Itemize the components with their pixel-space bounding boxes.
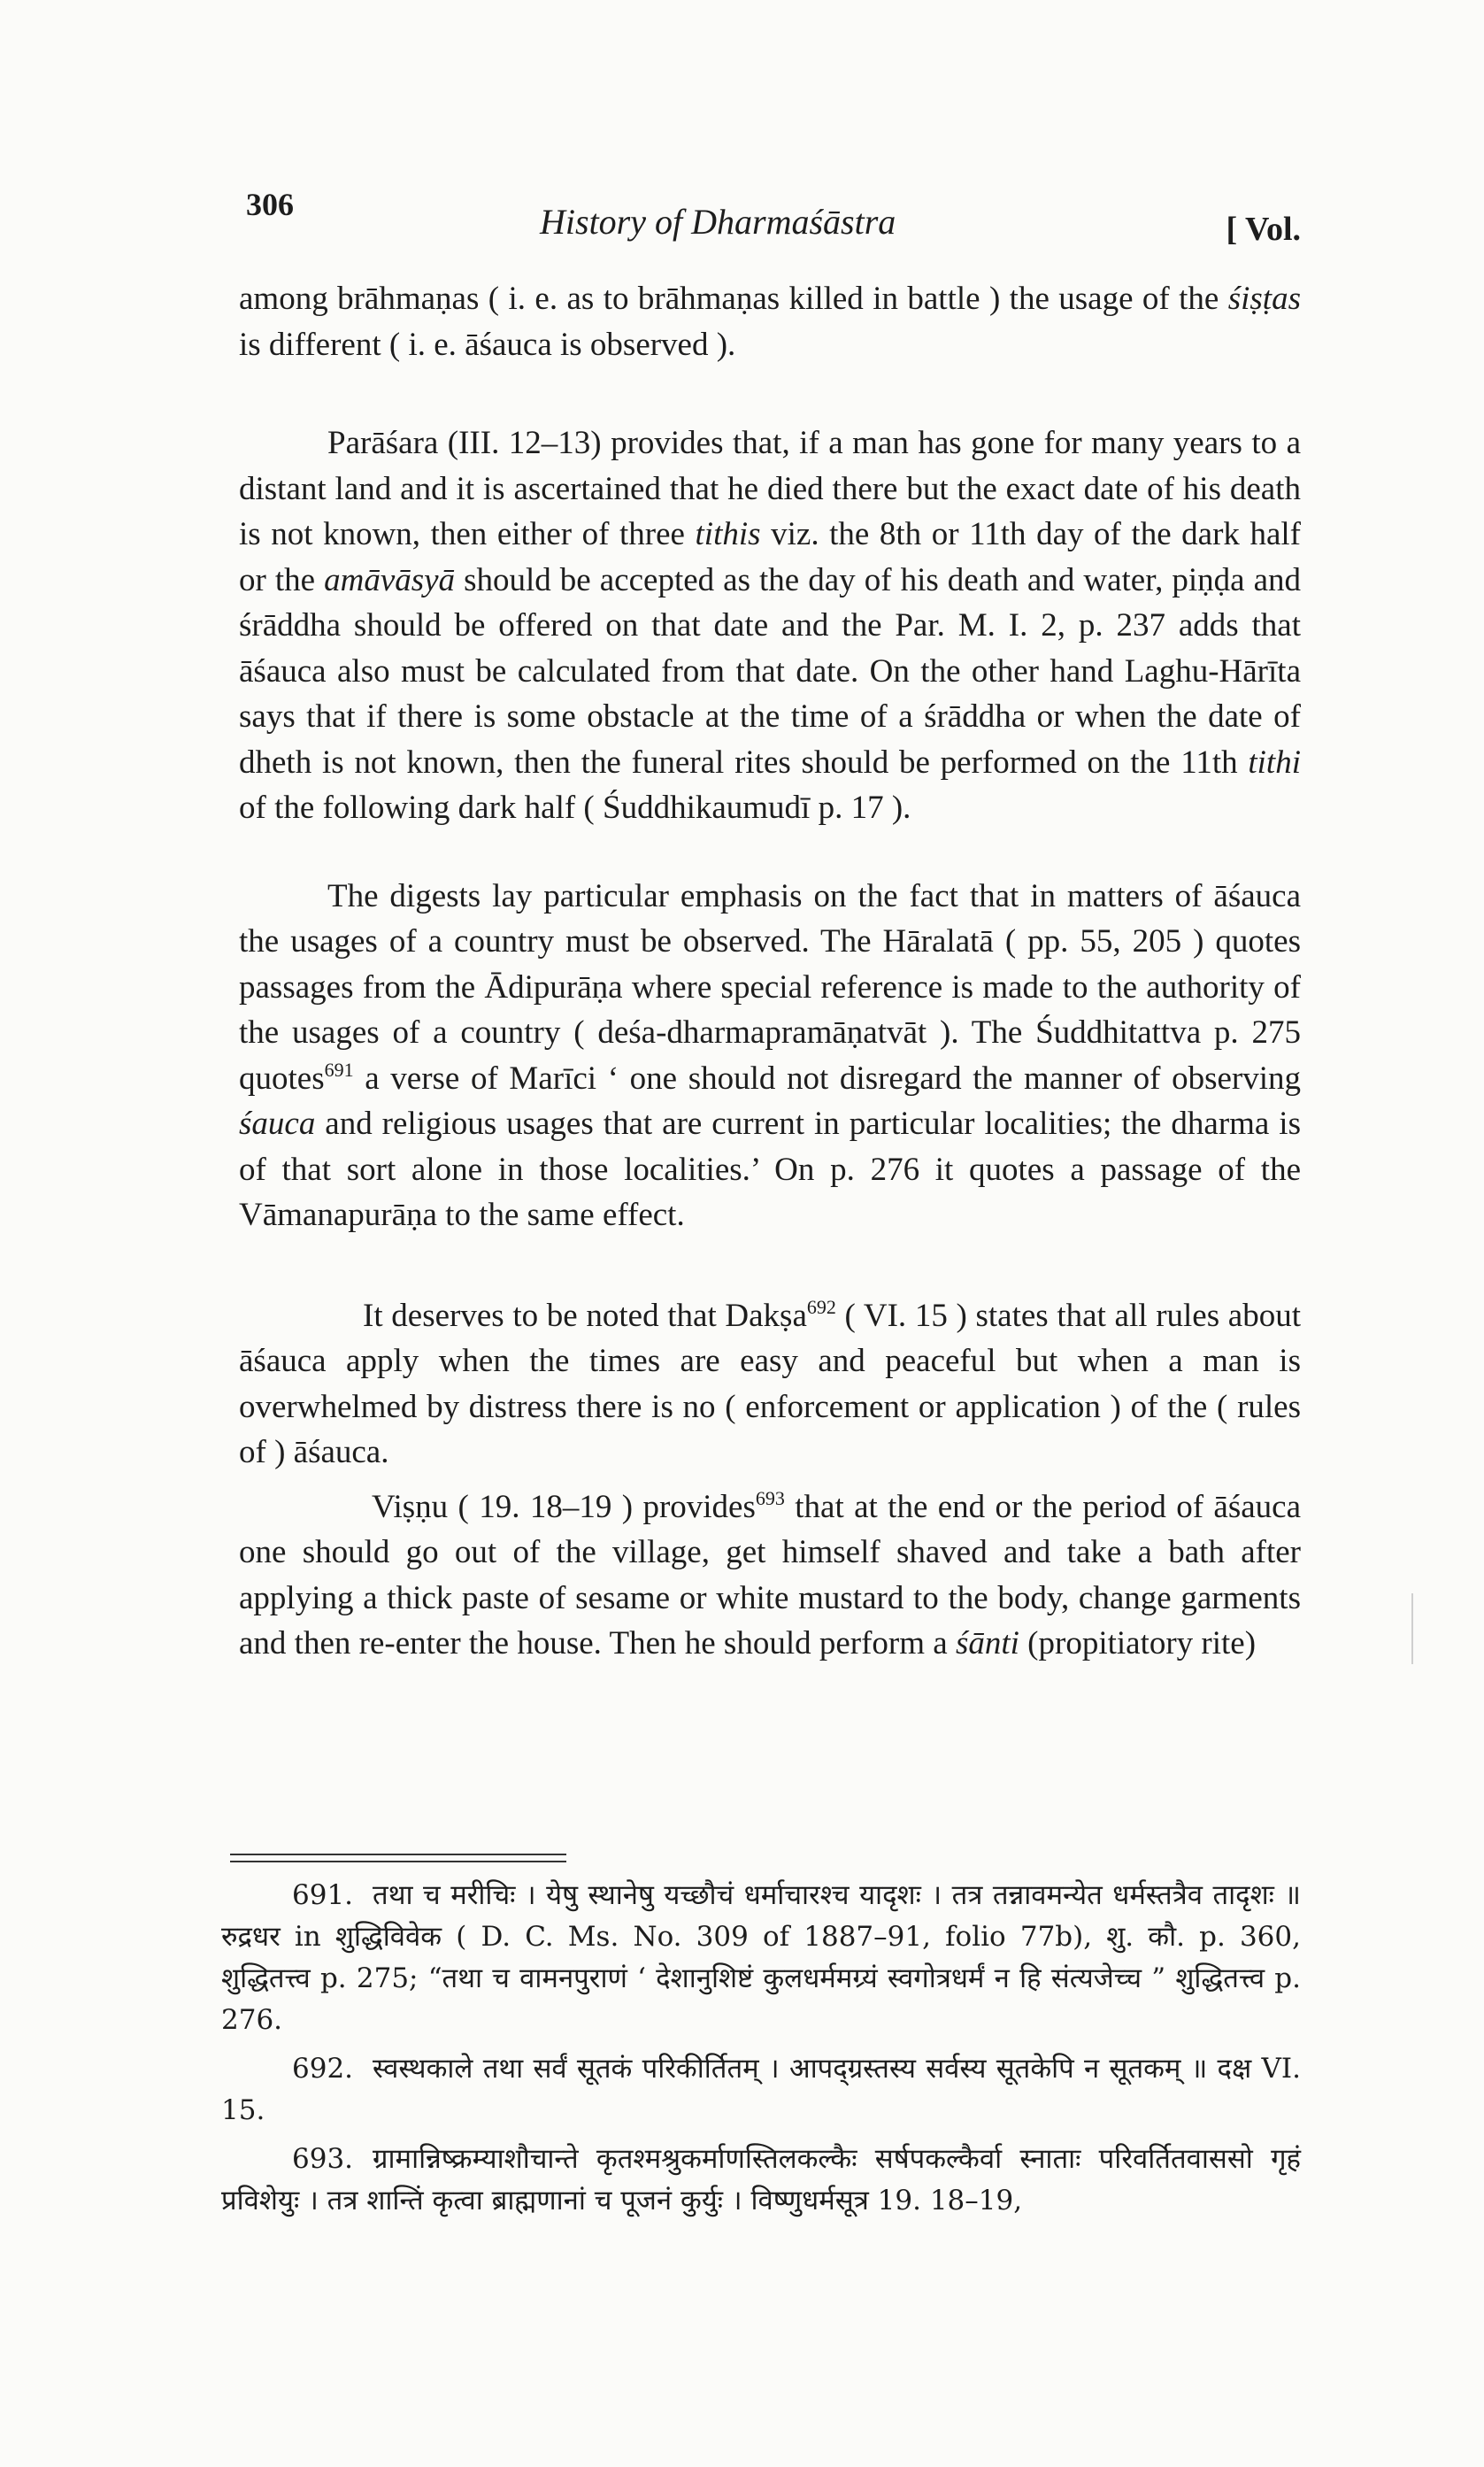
footnote-ref: 691 bbox=[324, 1058, 354, 1081]
footnote-ref: 693 bbox=[755, 1486, 785, 1509]
italic-term: amāvāsyā bbox=[324, 561, 456, 598]
italic-term: tithis bbox=[695, 516, 761, 552]
footnote-text: स्वस्थकाले तथा सर्वं सूतकं परिकीर्तितम् । आपद्ग्रस्तस्य सर्वस्य सूतकेपि न सूतकम् ॥ दक्ष VI. 15. bbox=[221, 2053, 1301, 2126]
scan-margin-mark bbox=[1411, 1593, 1413, 1664]
footnote-number: 692. bbox=[292, 2053, 354, 2085]
footnote-ref: 692 bbox=[806, 1295, 836, 1318]
running-title: History of Dharmaśāstra bbox=[540, 202, 896, 242]
text-run: It deserves to be noted that Dakṣa bbox=[363, 1297, 807, 1334]
footnote-text: तथा च मरीचिः । येषु स्थानेषु यच्छौचं धर्माचारश्च यादृशः । तत्र तन्नावमन्येत धर्मस्तत्रैव तादृशः ॥ रुद्रधर in शुद्धिविवेक ( D. C. Ms. No. 309 of 1887–91, folio 77b), शु. कौ. p. 360, शुद्धितत्त्व p. 275; “तथा च वामनपुराणं ‘ देशानुशिष्टं कुलधर्ममग्र्यं स्वगोत्रधर्मं न हि संत्यजेच्च ” शुद्धितत्त्व p. 276. bbox=[221, 1879, 1301, 2036]
text-run: that at the end or the period of āśauca one should go out of the village, get himself shaved and take a bath after applying a thick paste of sesame or white mustard to the body, change garments and then re-enter the house. Then he should perform a bbox=[239, 1488, 1302, 1661]
footnotes bbox=[221, 1875, 1301, 2229]
text-run: and religious usages that are current in particular localities; the dharma is of that sort alone in those localities.’ On p. 276 it quotes a passage of the Vāmanapurāṇa to the same effect. bbox=[239, 1106, 1301, 1233]
text-run: Viṣṇu ( 19. 18–19 ) provides bbox=[372, 1488, 756, 1525]
paragraph-1 bbox=[239, 276, 1301, 367]
text-run: viz. the 8th or 11th day of the dark half or the bbox=[239, 516, 1302, 598]
footnote-693 bbox=[221, 2139, 1301, 2222]
footnote-691 bbox=[221, 1875, 1301, 2041]
main-text bbox=[239, 276, 1301, 1667]
footnote-text: ग्रामान्निष्क्रम्याशौचान्ते कृतश्मश्रुकर्माणस्तिलकल्कैः सर्षपकल्कैर्वा स्नाताः परिवर्तितवाससो गृहं प्रविशेयुः । तत्र शान्तिं कृत्वा ब्राह्मणानां च पूजनं कुर्युः । विष्णुधर्मसूत्र 19. 18–19, bbox=[221, 2143, 1301, 2216]
paragraph-5 bbox=[239, 1484, 1301, 1667]
page-number: 306 bbox=[246, 187, 294, 222]
footnote-rule bbox=[230, 1854, 566, 1855]
italic-term: śiṣṭas bbox=[1227, 281, 1301, 317]
italic-term: śānti bbox=[955, 1625, 1019, 1661]
italic-term: śauca bbox=[239, 1106, 316, 1142]
paragraph-3 bbox=[239, 874, 1301, 1238]
text-run: should be accepted as the day of his death and water, piṇḍa and śrāddha should be offered on that date and the Par. M. I. 2, p. 237 adds that āśauca also must be calculated from that date. On the other hand Laghu-Hārīta says that if there is some obstacle at the time of a śrāddha or when the date of dheth is not known, then the funeral rites should be performed on the 11th bbox=[239, 561, 1301, 781]
footnote-number: 693. bbox=[292, 2143, 354, 2175]
volume-label: [ Vol. bbox=[1226, 211, 1301, 248]
paragraph-2 bbox=[239, 420, 1301, 831]
text-run: is different ( i. e. āśauca is observed ). bbox=[239, 326, 736, 363]
running-header bbox=[239, 159, 1301, 248]
footnote-rule-double bbox=[230, 1861, 566, 1862]
text-run: among brāhmaṇas ( i. e. as to brāhmaṇas killed in battle ) the usage of the bbox=[239, 281, 1228, 317]
text-run: Parāśara (III. 12–13) provides that, if a man has gone for many years to a distant land and it is ascertained that he died there but the exact date of his death is not known, then either of three bbox=[239, 425, 1301, 552]
text-run: The digests lay particular emphasis on the fact that in matters of āśauca the usages of a country must be observed. The Hāralatā ( pp. 55, 205 ) quotes passages from the Ādipurāṇa where special reference is made to the authority of the usages of a country ( deśa-dharmapramāṇatvāt ). The Śuddhitattva p. 275 quotes bbox=[239, 877, 1301, 1097]
text-run: a verse of Marīci ‘ one should not disregard the manner of observing bbox=[353, 1060, 1301, 1097]
text-run: of the following dark half ( Śuddhikaumudī p. 17 ). bbox=[239, 790, 911, 826]
italic-term: tithi bbox=[1248, 744, 1301, 781]
text-run: (propitiatory rite) bbox=[1019, 1625, 1257, 1661]
text-run: ( VI. 15 ) states that all rules about āśauca apply when the times are easy and peaceful but when a man is overwhelmed by distress there is no ( enforcement or application ) of the ( rules of ) āśauca. bbox=[239, 1297, 1301, 1470]
footnote-number: 691. bbox=[292, 1879, 354, 1911]
footnote-692 bbox=[221, 2048, 1301, 2132]
paragraph-4 bbox=[239, 1293, 1301, 1476]
